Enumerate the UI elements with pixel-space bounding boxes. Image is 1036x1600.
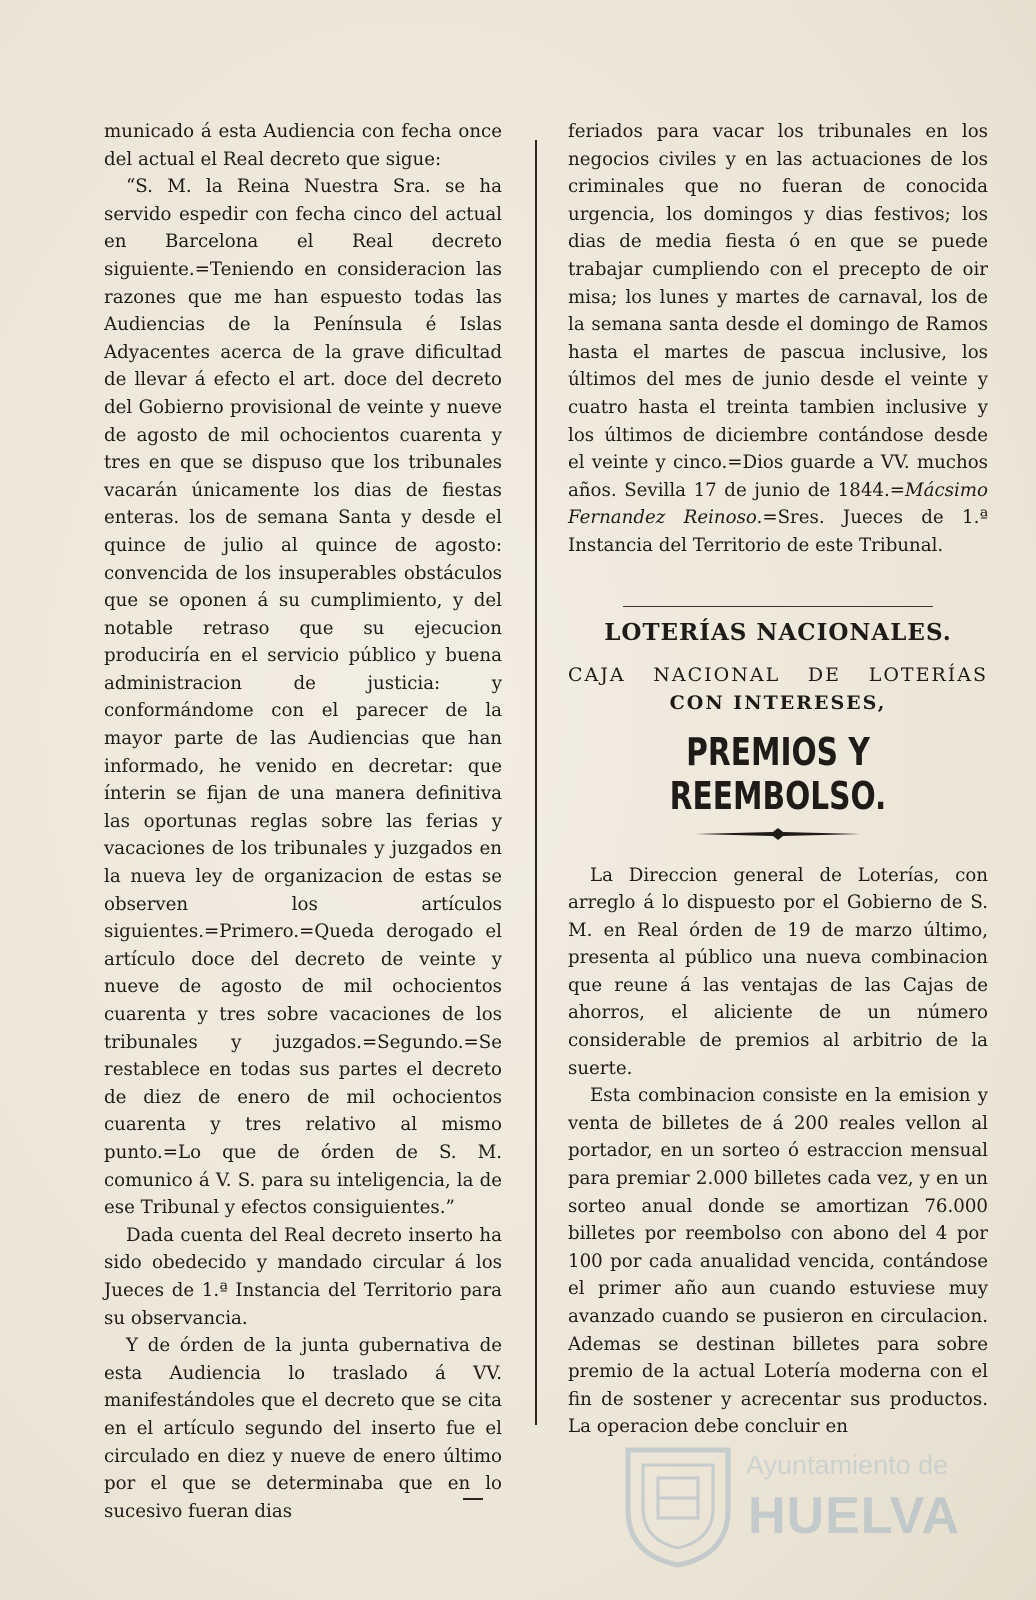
loterias-paragraph-1: La Direccion general de Loterías, con arreglo á lo dispuesto por el Gobierno de S. M. en Real órden de 19 de marzo último, presenta al público una nueva combinacion que reune á las ventajas de las Cajas de ahorros, el aliciente de un número considerable de premios al arbitrio de la suerte.: [568, 864, 988, 1079]
left-paragraph-decree: “S. M. la Reina Nuestra Sra. se ha servido espedir con fecha cinco del actual en Barcelona el Real decreto siguiente.=Teniendo en consideracion las razones que me han espuesto todas las Audiencias de la Península é Islas Adyacentes acerca de la grave dificultad de llevar á efecto el art. doce del decreto del Gobierno provisional de veinte y nueve de agosto de mil ochocientos cuarenta y tres en que se dispuso que los tribunales vacarán únicamente los dias de fiestas enteras. los de semana Santa y desde el quince de julio al quince de agosto: convencida de los insuperables obstáculos que se oponen á su cumplimiento, y del notable retraso que su ejecucion produciría en el servicio público y buena administracion de justicia: y conformándome con el parecer de la mayor parte de las Audiencias que han informado, he venido en decretar: que ínterin se fijan de una manera definitiva las oportunas reglas sobre las ferias y vacaciones de los tribunales y juzgados en la nueva ley de organizacion de estas se observen los artículos siguientes.=Primero.=Queda derogado el artículo doce del decreto de veinte y nueve de agosto de mil ochocientos cuarenta y tres sobre vacaciones de los tribunales y juzgados.=Segundo.=Se restablece en todas sus partes el decreto de diez de enero de mil ochocientos cuarenta y tres relativo al mismo punto.=Lo que de órden de S. M. comunico á V. S. para su inteligencia, la de ese Tribunal y efectos consiguientes.”: [104, 176, 502, 1219]
left-paragraph-1: municado á esta Audiencia con fecha once del actual el Real decreto que sigue:: [104, 121, 502, 170]
heading-caja-nacional: CAJA NACIONAL DE LOTERÍAS: [568, 663, 988, 686]
left-paragraph-4: Y de órden de la junta gubernativa de esta Audiencia lo traslado á VV. manifestándoles que el decreto que se cita en el artículo segundo del inserto fue el circulado en diez y nueve de enero último por el que se determinaba que en lo sucesivo fueran dias: [104, 1335, 502, 1522]
signature-name: Mácsimo Fernandez Reinoso.: [568, 479, 988, 529]
right-paragraph-1-text: feriados para vacar los tribunales en los negocios civiles y en las actuaciones de los criminales que no fueran de conocida urgencia, los domingos y dias festivos; los dias de media fiesta ó en que se puede trabajar cumpliendo con el precepto de oir misa; los lunes y martes de carnaval, los de la semana santa desde el domingo de Ramos hasta el martes de pascua inclusive, los últimos del mes de junio desde el veinte y cuatro hasta el treinta tambien inclusive y los últimos de diciembre contándose desde el veinte y cinco.=Dios guarde a VV. muchos años. Sevilla 17 de junio de 1844.=: [568, 121, 988, 501]
ornament-rule-icon: [693, 824, 863, 844]
right-column: [568, 118, 988, 1441]
left-column: [104, 118, 502, 1525]
watermark-line-2: HUELVA: [748, 1487, 961, 1545]
right-paragraph-1: [568, 118, 988, 560]
loterias-body: [568, 862, 988, 1441]
heading-con-intereses: CON INTERESES,: [669, 691, 887, 714]
footer-dash: [463, 1498, 483, 1500]
coat-of-arms-icon: [618, 1440, 738, 1570]
column-divider: [535, 140, 537, 1425]
watermark: [618, 1440, 961, 1570]
ornament-rule: [568, 824, 988, 848]
heading-loterias-nacionales: LOTERÍAS NACIONALES.: [568, 600, 988, 646]
left-paragraph-3: Dada cuenta del Real decreto inserto ha sido obedecido y mandado circular á los Jueces de 1.ª Instancia del Territorio para su observancia.: [104, 1224, 502, 1329]
right-paragraph-1-closing: =Sres. Jueces de 1.ª Instancia del Territorio de este Tribunal.: [568, 507, 988, 556]
loterias-paragraph-2: Esta combinacion consiste en la emision y venta de billetes de á 200 reales vellon al portador, en un sorteo ó estraccion mensual para premiar 2.000 billetes cada vez, y en un sorteo anual donde se amortizan 76.000 billetes por reembolso con abono del 4 por 100 por cada anualidad vencida, contándose el primer año aun cuando estuviese muy avanzado cuando se pusieron en circulacion. Ademas se destinan billetes para sobre premio de la actual Lotería moderna con el fin de sostener y acrecentar sus productos. La operacion debe concluir en: [568, 1085, 988, 1438]
watermark-line-1: Ayuntamiento de: [746, 1450, 949, 1480]
heading-premios-reembolso: PREMIOS Y REEMBOLSO.: [669, 729, 887, 818]
